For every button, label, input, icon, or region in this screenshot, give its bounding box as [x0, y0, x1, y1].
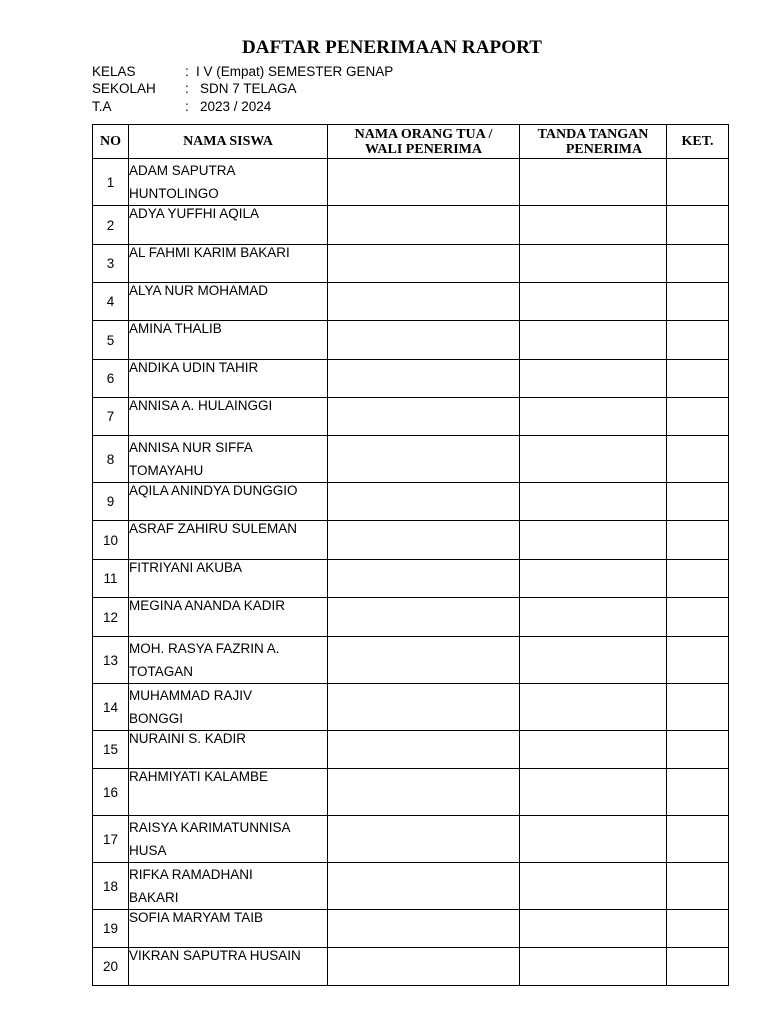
- row-number: 9: [93, 483, 129, 521]
- student-name: ASRAF ZAHIRU SULEMAN: [129, 521, 298, 536]
- notes-cell: [667, 245, 729, 283]
- table-row: [93, 321, 729, 360]
- parent-name-cell: [328, 769, 520, 816]
- student-name-cell: [129, 816, 328, 863]
- student-name-cell: [129, 863, 328, 910]
- table-row: [93, 731, 729, 769]
- table-row: [93, 436, 729, 483]
- row-number: 17: [93, 816, 129, 863]
- signature-cell: [520, 637, 667, 684]
- row-number: 7: [93, 398, 129, 436]
- signature-cell: [520, 360, 667, 398]
- parent-name-cell: [328, 560, 520, 598]
- row-number: 3: [93, 245, 129, 283]
- row-number: 18: [93, 863, 129, 910]
- student-name-cell: [129, 206, 328, 245]
- signature-cell: [520, 731, 667, 769]
- row-number: 2: [93, 206, 129, 245]
- student-name: AQILA ANINDYA DUNGGIO: [129, 483, 298, 498]
- student-name: AMINA THALIB: [129, 321, 222, 336]
- student-name: NURAINI S. KADIR: [129, 731, 247, 746]
- student-name: ANDIKA UDIN TAHIR: [129, 360, 259, 375]
- table-row: [93, 598, 729, 637]
- student-name-cell: [129, 948, 328, 986]
- table-row: [93, 245, 729, 283]
- row-number: 12: [93, 598, 129, 637]
- student-name: MOH. RASYA FAZRIN A.: [129, 641, 280, 656]
- student-name-cell: [129, 637, 328, 684]
- parent-name-cell: [328, 436, 520, 483]
- table-row: [93, 398, 729, 436]
- info-colon: :: [185, 64, 189, 79]
- signature-cell: [520, 245, 667, 283]
- student-name-cell: [129, 598, 328, 637]
- student-name: MUHAMMAD RAJIV: [129, 688, 253, 703]
- notes-cell: [667, 598, 729, 637]
- row-number: 13: [93, 637, 129, 684]
- info-value: SDN 7 TELAGA: [200, 81, 297, 96]
- parent-name-cell: [328, 598, 520, 637]
- table-header-row: [93, 125, 729, 159]
- header-nama-orang-tua-line2: WALI PENERIMA: [364, 141, 483, 157]
- header-nama-orang-tua: [328, 125, 520, 159]
- parent-name-cell: [328, 283, 520, 321]
- signature-cell: [520, 521, 667, 560]
- table-row: [93, 637, 729, 684]
- row-number: 10: [93, 521, 129, 560]
- header-nama-siswa: NAMA SISWA: [129, 125, 328, 159]
- row-number: 5: [93, 321, 129, 360]
- student-name: ADAM SAPUTRA: [129, 163, 236, 178]
- parent-name-cell: [328, 360, 520, 398]
- table-row: [93, 560, 729, 598]
- student-name-cell: [129, 483, 328, 521]
- parent-name-cell: [328, 863, 520, 910]
- signature-cell: [520, 910, 667, 948]
- signature-cell: [520, 283, 667, 321]
- info-label: T.A: [92, 99, 112, 114]
- student-name: ANNISA A. HULAINGGI: [129, 398, 273, 413]
- student-name: RIFKA RAMADHANI: [129, 867, 253, 882]
- parent-name-cell: [328, 206, 520, 245]
- student-name: ALYA NUR MOHAMAD: [129, 283, 269, 298]
- table-row: [93, 283, 729, 321]
- signature-cell: [520, 863, 667, 910]
- table-row: [93, 948, 729, 986]
- signature-cell: [520, 206, 667, 245]
- table-row: [93, 769, 729, 816]
- student-name-continued: HUSA: [129, 843, 167, 858]
- signature-cell: [520, 321, 667, 360]
- notes-cell: [667, 159, 729, 206]
- row-number: 20: [93, 948, 129, 986]
- parent-name-cell: [328, 816, 520, 863]
- table-row: [93, 684, 729, 731]
- student-name: ANNISA NUR SIFFA: [129, 440, 253, 455]
- header-ket: KET.: [667, 125, 729, 159]
- table-row: [93, 521, 729, 560]
- notes-cell: [667, 321, 729, 360]
- header-no: NO: [93, 125, 129, 159]
- info-colon: :: [185, 99, 189, 114]
- parent-name-cell: [328, 684, 520, 731]
- parent-name-cell: [328, 398, 520, 436]
- notes-cell: [667, 731, 729, 769]
- parent-name-cell: [328, 948, 520, 986]
- student-name-cell: [129, 360, 328, 398]
- notes-cell: [667, 910, 729, 948]
- signature-cell: [520, 483, 667, 521]
- info-value: I V (Empat) SEMESTER GENAP: [196, 64, 394, 79]
- student-name-continued: TOMAYAHU: [129, 463, 204, 478]
- notes-cell: [667, 684, 729, 731]
- notes-cell: [667, 769, 729, 816]
- table-row: [93, 863, 729, 910]
- row-number: 6: [93, 360, 129, 398]
- parent-name-cell: [328, 321, 520, 360]
- student-name: RAISYA KARIMATUNNISA: [129, 820, 291, 835]
- signature-cell: [520, 816, 667, 863]
- signature-cell: [520, 684, 667, 731]
- parent-name-cell: [328, 483, 520, 521]
- signature-cell: [520, 398, 667, 436]
- table-row: [93, 483, 729, 521]
- student-name-continued: TOTAGAN: [129, 664, 194, 679]
- student-name-cell: [129, 731, 328, 769]
- notes-cell: [667, 816, 729, 863]
- student-name-continued: BAKARI: [129, 890, 179, 905]
- student-name: FITRIYANI AKUBA: [129, 560, 243, 575]
- raport-table: [92, 124, 729, 986]
- notes-cell: [667, 637, 729, 684]
- parent-name-cell: [328, 245, 520, 283]
- parent-name-cell: [328, 521, 520, 560]
- student-name-cell: [129, 283, 328, 321]
- row-number: 4: [93, 283, 129, 321]
- notes-cell: [667, 398, 729, 436]
- student-name-cell: [129, 245, 328, 283]
- table-row: [93, 360, 729, 398]
- info-colon: :: [185, 81, 189, 96]
- notes-cell: [667, 483, 729, 521]
- header-tanda-tangan: [520, 125, 667, 159]
- student-name: SOFIA MARYAM TAIB: [129, 910, 264, 925]
- student-name: MEGINA ANANDA KADIR: [129, 598, 286, 613]
- row-number: 1: [93, 159, 129, 206]
- student-name: AL FAHMI KARIM BAKARI: [129, 245, 290, 260]
- row-number: 14: [93, 684, 129, 731]
- table-row: [93, 816, 729, 863]
- student-name-cell: [129, 398, 328, 436]
- document-title: DAFTAR PENERIMAAN RAPORT: [241, 37, 543, 58]
- signature-cell: [520, 159, 667, 206]
- table-row: [93, 159, 729, 206]
- table-row: [93, 910, 729, 948]
- signature-cell: [520, 598, 667, 637]
- student-name: VIKRAN SAPUTRA HUSAIN: [129, 948, 301, 963]
- student-name-cell: [129, 521, 328, 560]
- parent-name-cell: [328, 159, 520, 206]
- info-value: 2023 / 2024: [200, 99, 272, 114]
- student-name-cell: [129, 321, 328, 360]
- student-name: ADYA YUFFHI AQILA: [129, 206, 260, 221]
- student-name-cell: [129, 560, 328, 598]
- row-number: 19: [93, 910, 129, 948]
- row-number: 11: [93, 560, 129, 598]
- parent-name-cell: [328, 637, 520, 684]
- row-number: 16: [93, 769, 129, 816]
- table-row: [93, 206, 729, 245]
- parent-name-cell: [328, 910, 520, 948]
- notes-cell: [667, 863, 729, 910]
- student-name-cell: [129, 436, 328, 483]
- student-name: RAHMIYATI KALAMBE: [129, 769, 269, 784]
- row-number: 8: [93, 436, 129, 483]
- info-label: KELAS: [92, 64, 136, 79]
- info-label: SEKOLAH: [92, 81, 156, 96]
- header-tanda-tangan-line2: PENERIMA: [565, 141, 643, 157]
- parent-name-cell: [328, 731, 520, 769]
- signature-cell: [520, 560, 667, 598]
- student-name-continued: BONGGI: [129, 711, 184, 726]
- student-name-cell: [129, 684, 328, 731]
- header-tanda-tangan-line1: TANDA TANGAN: [537, 126, 649, 142]
- student-name-continued: HUNTOLINGO: [129, 186, 219, 201]
- student-name-cell: [129, 159, 328, 206]
- notes-cell: [667, 521, 729, 560]
- notes-cell: [667, 206, 729, 245]
- signature-cell: [520, 948, 667, 986]
- notes-cell: [667, 560, 729, 598]
- student-name-cell: [129, 910, 328, 948]
- signature-cell: [520, 769, 667, 816]
- signature-cell: [520, 436, 667, 483]
- student-name-cell: [129, 769, 328, 816]
- notes-cell: [667, 436, 729, 483]
- notes-cell: [667, 360, 729, 398]
- header-nama-orang-tua-line1: NAMA ORANG TUA /: [354, 126, 493, 142]
- row-number: 15: [93, 731, 129, 769]
- notes-cell: [667, 948, 729, 986]
- notes-cell: [667, 283, 729, 321]
